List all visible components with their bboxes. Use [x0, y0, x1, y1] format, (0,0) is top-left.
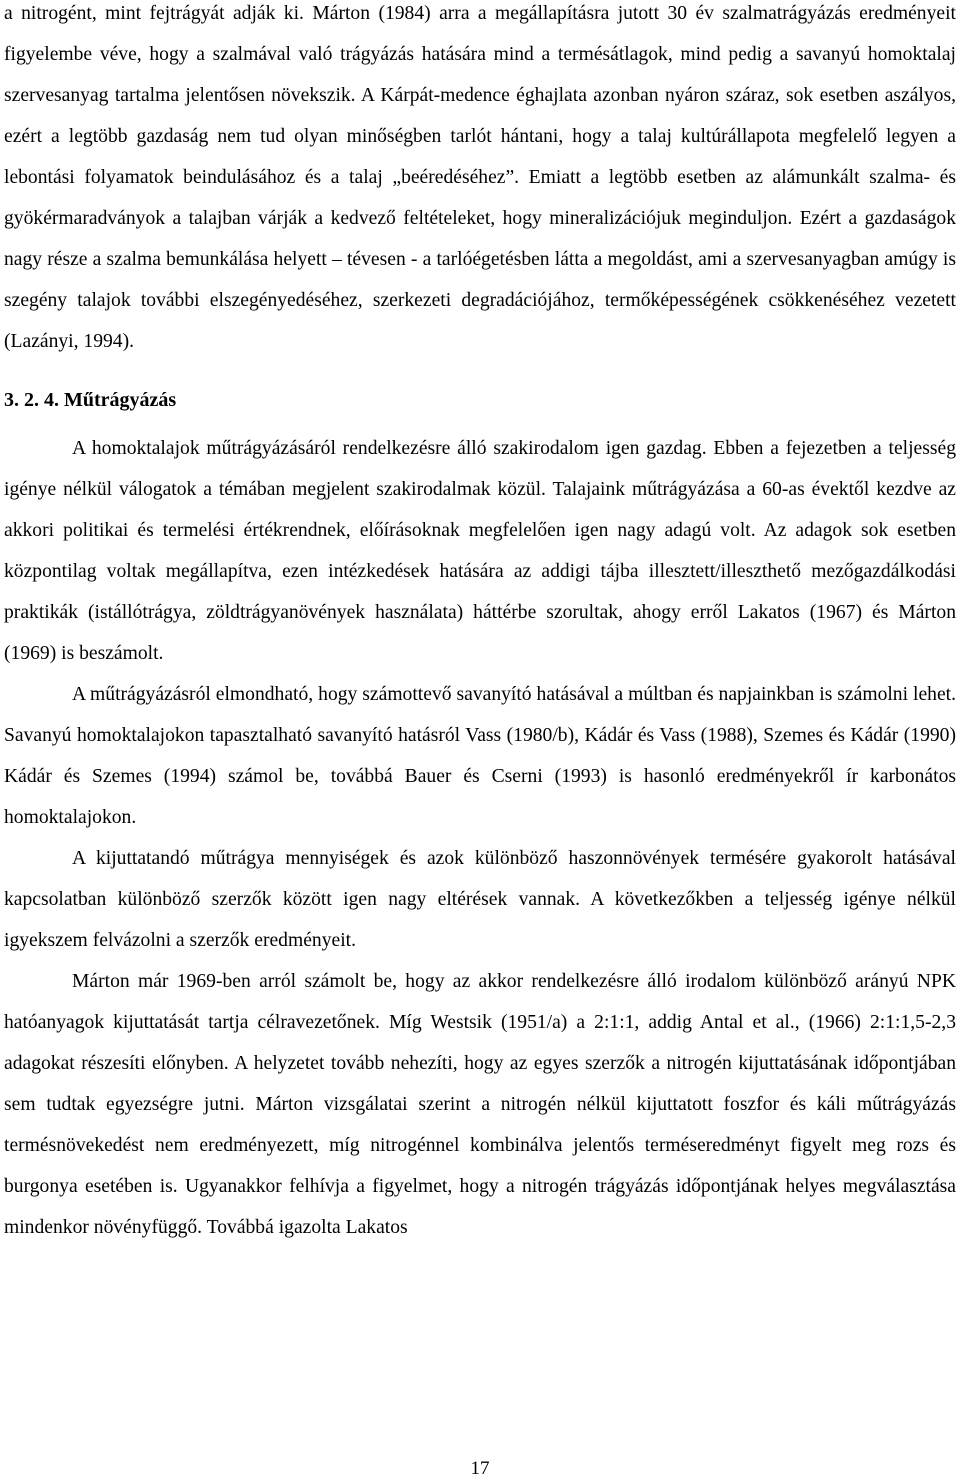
body-paragraph-homoktalajok-irodalom: A homoktalajok műtrágyázásáról rendelkezésre álló szakirodalom igen gazdag. Ebben a fejezetben a teljesség igénye nélkül válogatok a témában megjelent szakirodalmak közül. Talajaink műtrágyázása a 60-as évektől kezdve az akkori politikai és termelési értékrendnek, előírásoknak megfelelően igen nagy adagú volt. Az adagok sok esetben központilag voltak megállapítva, ezen intézkedések hatására az addigi tájba illesztett/illeszthető mezőgazdálkodási praktikák (istállótrágya, zöldtrágyanövények használata) háttérbe szorultak, ahogy erről Lakatos (1967) és Márton (1969) is beszámolt. — [4, 438, 956, 664]
body-paragraph-mutragya-mennyisegek: A kijuttatandó műtrágya mennyiségek és azok különböző haszonnövények termésére gyakorolt hatásával kapcsolatban különböző szerzők között igen nagy eltérések vannak. A következőkben a teljesség igénye nélkül igyekszem felvázolni a szerzők eredményeit. — [4, 848, 956, 951]
body-paragraph-savanyito-hatas: A műtrágyázásról elmondható, hogy számottevő savanyító hatásával a múltban és napjainkban is számolni lehet. Savanyú homoktalajokon tapasztalható savanyító hatásról Vass (1980/b), Kádár és Vass (1988), Szemes és Kádár (1990) Kádár és Szemes (1994) számol be, továbbá Bauer és Cserni (1993) is hasonló eredményekről ír karbonátos homoktalajokon. — [4, 684, 956, 828]
body-paragraph-szalmatragyazas: a nitrogént, mint fejtrágyát adják ki. Márton (1984) arra a megállapításra jutott 30 év szalmatrágyázás eredményeit figyelembe véve, hogy a szalmával való trágyázás hatására mind a termésátlagok, mind pedig a savanyú homoktalaj szervesanyag tartalma jelentősen növekszik. A Kárpát-medence éghajlata azonban nyáron száraz, sok esetben aszályos, ezért a legtöbb gazdaság nem tud olyan minőségben tarlót hántani, hogy a talaj kultúrállapota megfelelő legyen a lebontási folyamatok beindulásához és a talaj „beéredéséhez”. Emiatt a legtöbb esetben az alámunkált szalma- és gyökérmaradványok a talajban várják a kedvező feltételeket, hogy mineralizációjuk meginduljon. Ezért a gazdaságok nagy része a szalma bemunkálása helyett – tévesen - a tarlóégetésben látta a megoldást, ami a szervesanyagban amúgy is szegény talajok további elszegényedéséhez, szerkezeti degradációjához, termőképességének csökkenéséhez vezetett (Lazányi, 1994). — [4, 3, 956, 352]
section-heading-mutragyazas: 3. 2. 4. Műtrágyázás — [4, 389, 177, 411]
document-page — [4, 0, 956, 1248]
page-number: 17 — [470, 1458, 490, 1479]
body-paragraph-marton-npk: Márton már 1969-ben arról számolt be, hogy az akkor rendelkezésre álló irodalom különböző arányú NPK hatóanyagok kijuttatását tartja célravezetőnek. Míg Westsik (1951/a) a 2:1:1, addig Antal et al., (1966) 2:1:1,5-2,3 adagokat részesíti előnyben. A helyzetet tovább nehezíti, hogy az egyes szerzők a nitrogén kijuttatásának időpontjában sem tudtak egyezségre jutni. Márton vizsgálatai szerint a nitrogén nélkül kijuttatott foszfor és káli műtrágyázás termésnövekedést nem eredményezett, míg nitrogénnel kombinálva jelentős terméseredményt figyelt meg rozs és burgonya esetében is. Ugyanakkor felhívja a figyelmet, hogy a nitrogén trágyázás időpontjának helyes megválasztása mindenkor növényfüggő. Továbbá igazolta Lakatos — [4, 971, 956, 1238]
